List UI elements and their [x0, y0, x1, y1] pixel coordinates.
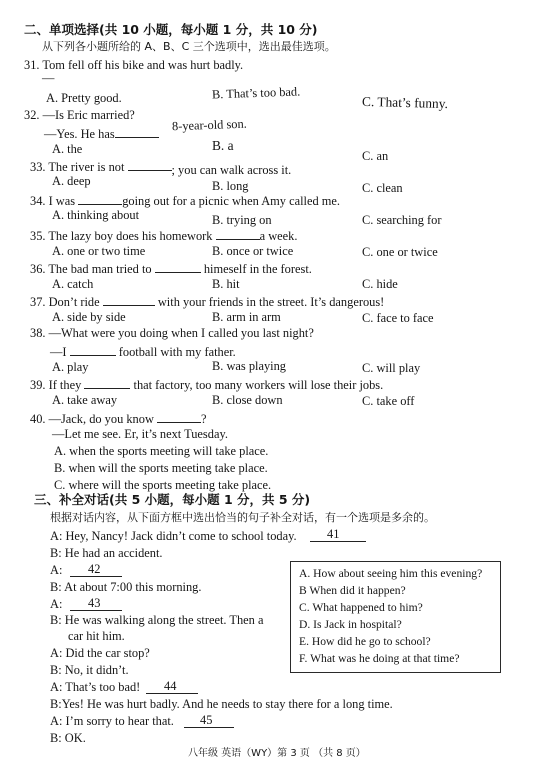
- option-e: E. How did he go to school?: [299, 635, 431, 648]
- question-40-option-a: A. when the sports meeting will take place.: [54, 444, 269, 458]
- question-34-option-c: C. searching for: [362, 213, 442, 227]
- question-32-reply-end: 8-year-old son.: [171, 116, 247, 134]
- question-38-blank: [70, 344, 116, 356]
- question-36-blank: [155, 261, 201, 273]
- question-35-option-c: C. one or twice: [362, 245, 438, 259]
- question-40-stem-end: ?: [201, 412, 207, 426]
- question-39-stem-end: that factory, too many workers will lose their jobs.: [133, 378, 384, 392]
- dialogue-line-2: B: He had an accident.: [50, 546, 163, 560]
- question-40-reply: —Let me see. Er, it’s next Tuesday.: [52, 427, 228, 441]
- question-36-stem-start: 36. The bad man tried to: [30, 262, 152, 276]
- answer-blank-41: [310, 541, 366, 542]
- question-34-blank: [78, 193, 122, 205]
- question-35-stem-end: a week.: [259, 229, 298, 243]
- question-38-option-a: A. play: [52, 360, 89, 374]
- dialogue-line-10: B:Yes! He was hurt badly. And he needs to stay there for a long time.: [50, 697, 393, 711]
- question-31-dash: —: [42, 71, 55, 85]
- section-3-title: 三、补全对话(共 5 小题，每小题 1 分，共 5 分): [34, 492, 311, 507]
- question-38-line2: [50, 344, 236, 358]
- question-39-option-a: A. take away: [52, 393, 118, 407]
- option-a: A. How about seeing him this evening?: [299, 567, 483, 580]
- question-40-option-b: B. when will the sports meeting take place.: [54, 461, 268, 475]
- question-38-reply-start: —I: [50, 345, 67, 359]
- question-38-option-b: B. was playing: [212, 359, 286, 373]
- section-2-title: 二、单项选择(共 10 小题，每小题 1 分，共 10 分): [24, 22, 318, 37]
- question-38-option-c: C. will play: [362, 361, 421, 375]
- question-35-stem: [30, 228, 297, 242]
- question-34-option-a: A. thinking about: [52, 208, 140, 222]
- question-34-stem-start: 34. I was: [30, 194, 76, 208]
- question-38-reply-end: football with my father.: [118, 345, 236, 359]
- question-32-blank: [115, 126, 159, 138]
- question-36-option-a: A. catch: [52, 277, 94, 291]
- question-31-option-a: A. Pretty good.: [46, 91, 122, 105]
- question-40-stem-start: 40. —Jack, do you know: [30, 412, 154, 426]
- question-34-stem: [30, 193, 340, 207]
- answer-blank-43: [70, 610, 122, 611]
- question-37-option-c: C. face to face: [362, 311, 434, 325]
- question-37-option-a: A. side by side: [52, 310, 126, 324]
- question-35-option-b: B. once or twice: [212, 244, 294, 258]
- question-35-blank: [216, 228, 260, 240]
- question-34-stem-end: going out for a picnic when Amy called me.: [122, 194, 341, 208]
- dialogue-line-12: B: OK.: [50, 731, 86, 745]
- dialogue-line-11: A: I’m sorry to hear that.: [50, 714, 174, 728]
- answer-number-45: 45: [200, 713, 213, 727]
- dialogue-line-6-cont: car hit him.: [68, 629, 125, 643]
- options-box: [290, 561, 501, 673]
- question-37-stem-end: with your friends in the street. It’s dangerous!: [157, 295, 385, 309]
- option-b: B When did it happen?: [299, 584, 406, 597]
- question-36-stem: [30, 261, 312, 275]
- question-32-option-a: A. the: [52, 142, 83, 156]
- question-31-option-c: C. That’s funny.: [361, 93, 449, 112]
- dialogue-line-4: B: At about 7:00 this morning.: [50, 580, 202, 594]
- dialogue-line-6: B: He was walking along the street. Then a: [50, 613, 264, 627]
- question-36-option-c: C. hide: [362, 277, 398, 291]
- answer-blank-45: [184, 727, 234, 728]
- question-32-line2: [44, 126, 159, 140]
- answer-number-41: 41: [327, 527, 340, 541]
- question-33-stem: [30, 159, 292, 177]
- dialogue-line-3: A:: [50, 563, 63, 577]
- question-39-option-c: C. take off: [362, 394, 415, 408]
- question-40-blank: [157, 411, 201, 423]
- question-40-stem: [30, 411, 207, 425]
- question-35-stem-start: 35. The lazy boy does his homework: [30, 229, 213, 243]
- question-31-option-b: B. That’s too bad.: [211, 84, 301, 102]
- dialogue-line-7: A: Did the car stop?: [50, 646, 150, 660]
- dialogue-line-5: A:: [50, 597, 63, 611]
- answer-blank-44: [146, 693, 198, 694]
- question-32-option-c: C. an: [362, 149, 389, 163]
- option-c: C. What happened to him?: [299, 601, 423, 614]
- question-34-option-b: B. trying on: [212, 213, 272, 227]
- question-32-option-b: B. a: [212, 138, 234, 153]
- section-3-instruction: 根据对话内容，从下面方框中选出恰当的句子补全对话，有一个选项是多余的。: [50, 511, 435, 524]
- question-36-stem-end: himeself in the forest.: [203, 262, 312, 276]
- question-33-blank: [128, 159, 172, 171]
- question-37-stem-start: 37. Don’t ride: [30, 295, 100, 309]
- section-2-instruction: 从下列各小题所给的 A、B、C 三个选项中，选出最佳选项。: [42, 40, 336, 53]
- question-31-stem: 31. Tom fell off his bike and was hurt badly.: [24, 58, 244, 72]
- question-33-stem-end: ; you can walk across it.: [171, 163, 292, 177]
- question-32-stem: 32. —Is Eric married?: [24, 108, 135, 122]
- question-37-option-b: B. arm in arm: [212, 310, 281, 324]
- question-39-stem: [30, 377, 383, 391]
- question-38-stem: 38. —What were you doing when I called you last night?: [30, 326, 314, 340]
- dialogue-line-1: A: Hey, Nancy! Jack didn’t come to school today.: [50, 529, 297, 543]
- dialogue-line-9: A: That’s too bad!: [50, 680, 141, 694]
- dialogue-line-8: B: No, it didn’t.: [50, 663, 129, 677]
- question-39-blank: [84, 377, 130, 389]
- question-39-stem-start: 39. If they: [30, 378, 82, 392]
- question-37-blank: [103, 294, 155, 306]
- answer-blank-42: [70, 576, 122, 577]
- question-36-option-b: B. hit: [212, 277, 240, 291]
- question-32-reply-start: —Yes. He has: [44, 127, 115, 141]
- answer-number-42: 42: [88, 562, 101, 576]
- question-39-option-b: B. close down: [212, 393, 283, 407]
- answer-number-43: 43: [88, 596, 101, 610]
- question-33-option-c: C. clean: [362, 181, 403, 195]
- question-33-option-a: A. deep: [52, 174, 91, 188]
- question-33-option-b: B. long: [212, 179, 249, 193]
- question-40-option-c: C. where will the sports meeting take place.: [54, 478, 272, 492]
- question-37-stem: [30, 294, 384, 308]
- question-35-option-a: A. one or two time: [52, 244, 146, 258]
- option-f: F. What was he doing at that time?: [299, 652, 460, 665]
- answer-number-44: 44: [164, 679, 177, 693]
- question-33-stem-start: 33. The river is not: [30, 160, 125, 174]
- option-d: D. Is Jack in hospital?: [299, 618, 402, 631]
- page-footer: 八年级 英语（WY）第 3 页 （共 8 页）: [188, 748, 366, 759]
